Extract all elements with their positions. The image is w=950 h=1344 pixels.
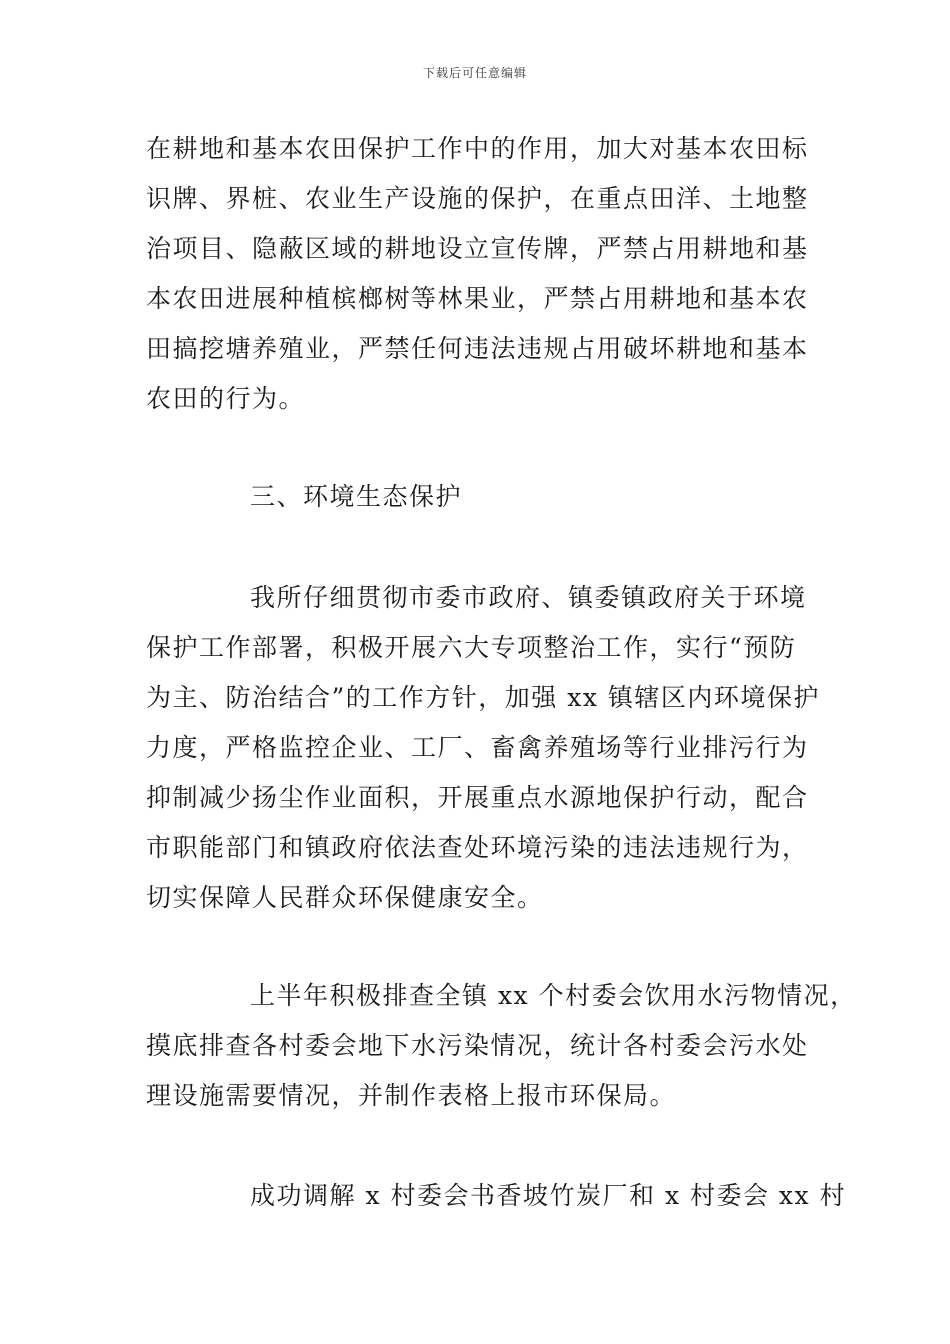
text-line: 保护工作部署，积极开展六大专项整治工作，实行“预防 — [146, 633, 797, 662]
text-line: 在耕地和基本农田保护工作中的作用，加大对基本农田标 — [146, 134, 809, 163]
paragraph-environment-protection — [146, 573, 820, 923]
text-line: 田搞挖塘养殖业，严禁任何违法违规占用破坏耕地和基本 — [146, 334, 809, 363]
page-header-note: 下载后可任意编辑 — [422, 66, 527, 80]
text-line: 识牌、界桩、农业生产设施的保护，在重点田洋、土地整 — [146, 184, 809, 213]
text-line: 理设施需要情况，并制作表格上报市环保局。 — [146, 1081, 677, 1110]
text-line: 上半年积极排查全镇 xx 个村委会饮用水污物情况， — [250, 981, 857, 1010]
text-line: 农田的行为。 — [146, 384, 306, 413]
text-line: 力度，严格监控企业、工厂、畜禽养殖场等行业排污行为 — [146, 733, 809, 762]
text-line: 我所仔细贯彻市委市政府、镇委镇政府关于环境 — [250, 583, 807, 612]
text-line: 治项目、隐蔽区域的耕地设立宣传牌，严禁占用耕地和基 — [146, 234, 809, 263]
text-line: 为主、防治结合”的工作方针，加强 xx 镇辖区内环境保护 — [146, 683, 820, 712]
text-line: 切实保障人民群众环保健康安全。 — [146, 883, 544, 912]
text-line: 抑制减少扬尘作业面积，开展重点水源地保护行动，配合 — [146, 783, 809, 812]
text-line: 摸底排查各村委会地下水污染情况，统计各村委会污水处 — [146, 1031, 809, 1060]
paragraph-farmland-protection — [146, 124, 816, 424]
paragraph-water-survey — [146, 971, 857, 1121]
text-line: 成功调解 x 村委会书香坡竹炭厂和 x 村委会 xx 村 — [250, 1181, 847, 1210]
section-heading — [146, 472, 816, 522]
section-heading-text: 三、环境生态保护 — [250, 482, 463, 511]
paragraph-mediation — [146, 1171, 847, 1221]
text-line: 本农田进展种植槟榔树等林果业，严禁占用耕地和基本农 — [146, 284, 809, 313]
text-line: 市职能部门和镇政府依法查处环境污染的违法违规行为， — [146, 833, 809, 862]
